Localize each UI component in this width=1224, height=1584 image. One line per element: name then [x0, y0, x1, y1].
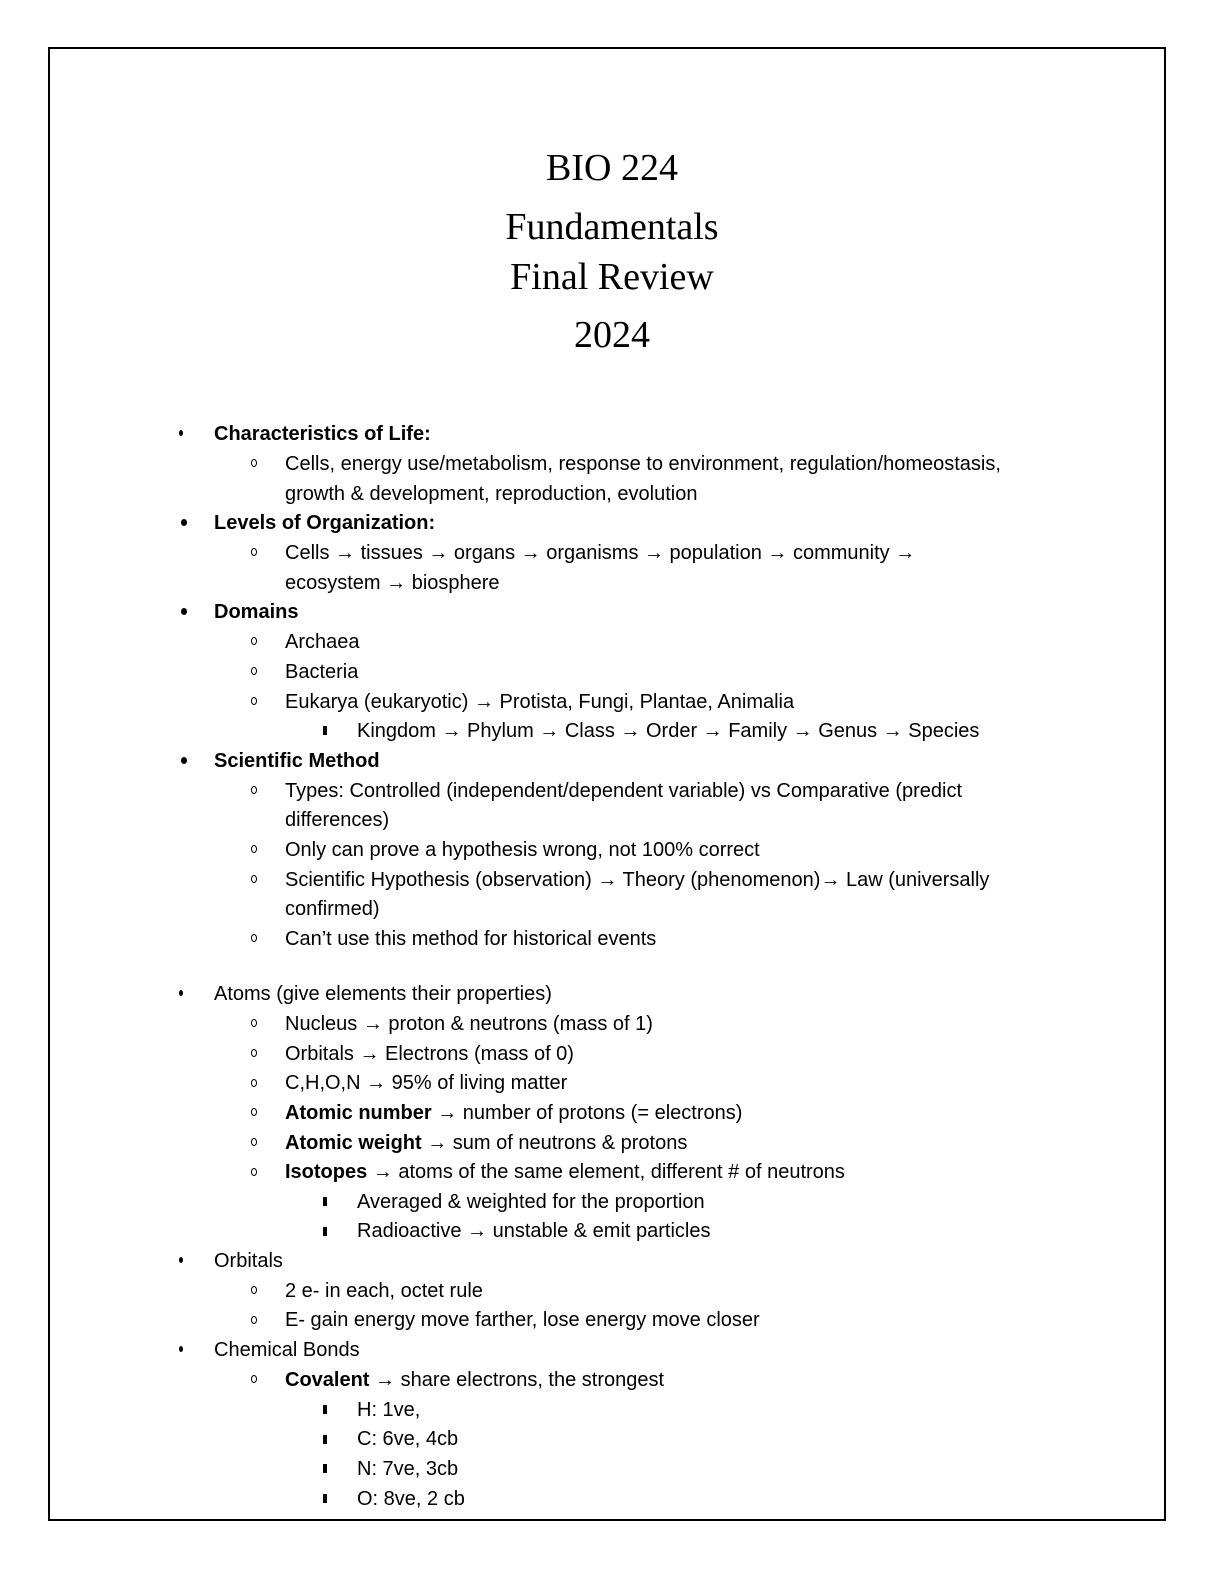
isotopes-text: → atoms of the same element, different # of neutrons [367, 1161, 845, 1183]
circle-bullet-icon [251, 786, 257, 794]
organization-item-line-1: Cells → tissues → organs → organisms → population → community → [285, 542, 916, 564]
bullet-icon [179, 1257, 183, 1263]
bullet-icon [181, 519, 187, 526]
circle-bullet-icon [251, 1049, 257, 1057]
atoms-isotopes [285, 1157, 845, 1187]
covalent-text: → share electrons, the strongest [369, 1369, 665, 1391]
orbitals-energy: E- gain energy move farther, lose energy move closer [285, 1309, 760, 1331]
life-item-line-2: growth & development, reproduction, evolution [285, 483, 698, 505]
covalent-hydrogen: H: 1ve, [357, 1399, 421, 1421]
square-bullet-icon [323, 1435, 327, 1444]
heading-characteristics: Characteristics of Life: [214, 423, 431, 445]
atomic-weight-label: Atomic weight [285, 1132, 422, 1154]
circle-bullet-icon [251, 1079, 257, 1087]
title-line-2: Final Review [510, 256, 714, 298]
covalent-nitrogen: N: 7ve, 3cb [357, 1458, 459, 1480]
square-bullet-icon [323, 1464, 327, 1473]
method-types-line-1: Types: Controlled (independent/dependent variable) vs Comparative (predict [285, 780, 963, 802]
atomic-number-text: → number of protons (= electrons) [431, 1102, 743, 1124]
circle-bullet-icon [251, 1316, 257, 1324]
square-bullet-icon [323, 726, 327, 735]
square-bullet-icon [323, 1494, 327, 1503]
method-types-line-2: differences) [285, 809, 390, 831]
method-hypothesis-line-1: Scientific Hypothesis (observation) → Theory (phenomenon)→ Law (universally [285, 869, 990, 891]
covalent-label: Covalent [285, 1369, 370, 1391]
domain-archaea: Archaea [285, 631, 360, 653]
circle-bullet-icon [251, 1108, 257, 1116]
bonds-covalent [285, 1365, 664, 1395]
circle-bullet-icon [251, 1286, 257, 1294]
atoms-atomic-number [285, 1098, 742, 1128]
bullet-icon [181, 757, 187, 764]
atomic-number-label: Atomic number [285, 1102, 432, 1124]
isotopes-averaged: Averaged & weighted for the proportion [357, 1191, 705, 1213]
taxonomy-hierarchy: Kingdom → Phylum → Class → Order → Family → Genus → Species [357, 720, 980, 742]
square-bullet-icon [323, 1197, 327, 1206]
circle-bullet-icon [251, 845, 257, 853]
circle-bullet-icon [251, 667, 257, 675]
isotopes-label: Isotopes [285, 1161, 368, 1183]
domain-eukarya: Eukarya (eukaryotic) → Protista, Fungi, Plantae, Animalia [285, 691, 795, 713]
heading-chemical-bonds: Chemical Bonds [214, 1339, 360, 1361]
circle-bullet-icon [251, 1138, 257, 1146]
atoms-nucleus: Nucleus → proton & neutrons (mass of 1) [285, 1013, 653, 1035]
atoms-chon: C,H,O,N → 95% of living matter [285, 1072, 568, 1094]
heading-atoms: Atoms (give elements their properties) [214, 983, 552, 1005]
domain-bacteria: Bacteria [285, 661, 359, 683]
square-bullet-icon [323, 1227, 327, 1236]
method-hypothesis-line-2: confirmed) [285, 898, 380, 920]
circle-bullet-icon [251, 548, 257, 556]
isotopes-radioactive: Radioactive → unstable & emit particles [357, 1220, 711, 1242]
organization-item-line-2: ecosystem → biosphere [285, 572, 500, 594]
atomic-weight-text: → sum of neutrons & protons [421, 1132, 688, 1154]
bullet-icon [179, 1346, 183, 1352]
atoms-orbitals: Orbitals → Electrons (mass of 0) [285, 1043, 574, 1065]
circle-bullet-icon [251, 1019, 257, 1027]
atoms-atomic-weight [285, 1128, 687, 1158]
method-historical: Can’t use this method for historical events [285, 928, 657, 950]
bullet-icon [179, 990, 183, 996]
circle-bullet-icon [251, 875, 257, 883]
circle-bullet-icon [251, 934, 257, 942]
square-bullet-icon [323, 1405, 327, 1414]
covalent-carbon: C: 6ve, 4cb [357, 1428, 459, 1450]
heading-scientific-method: Scientific Method [214, 750, 380, 772]
circle-bullet-icon [251, 697, 257, 705]
orbitals-octet: 2 e- in each, octet rule [285, 1280, 483, 1302]
heading-organization: Levels of Organization: [214, 512, 436, 534]
course-title: BIO 224 [546, 147, 678, 189]
circle-bullet-icon [251, 637, 257, 645]
life-item-line-1: Cells, energy use/metabolism, response to environment, regulation/homeostasis, [285, 453, 1001, 475]
bullet-icon [179, 430, 183, 436]
method-prove: Only can prove a hypothesis wrong, not 100% correct [285, 839, 760, 861]
circle-bullet-icon [251, 1375, 257, 1383]
title-year: 2024 [574, 314, 650, 356]
circle-bullet-icon [251, 459, 257, 467]
covalent-oxygen: O: 8ve, 2 cb [357, 1488, 465, 1510]
heading-domains: Domains [214, 601, 299, 623]
title-line-1: Fundamentals [505, 206, 719, 248]
circle-bullet-icon [251, 1168, 257, 1176]
bullet-icon [181, 608, 187, 615]
heading-orbitals: Orbitals [214, 1250, 283, 1272]
